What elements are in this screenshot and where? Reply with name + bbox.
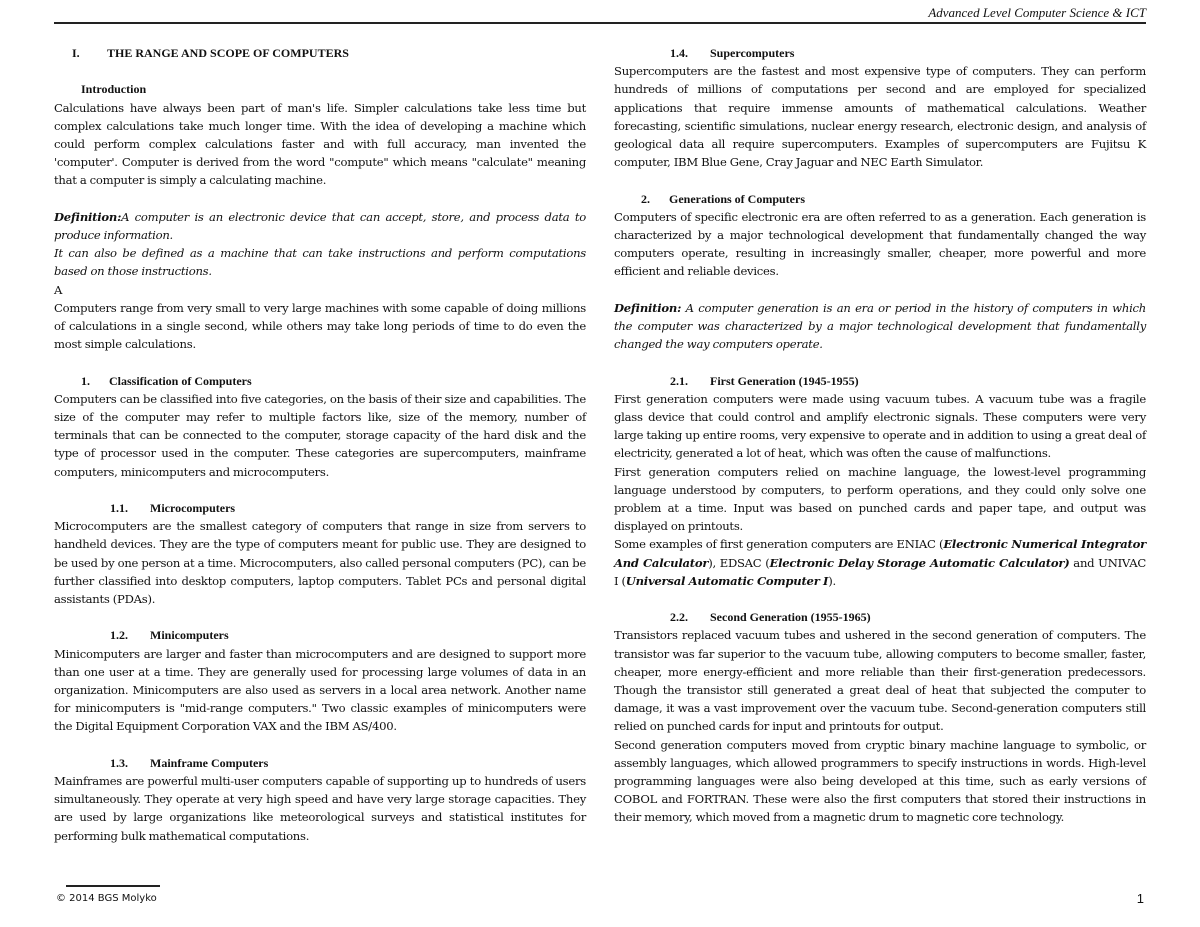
section-heading-generations: 2. Generations of Computers bbox=[641, 191, 805, 206]
section-heading-classification: 1. Classification of Computers bbox=[81, 373, 252, 388]
section-heading-supercomputers: 1.4. Supercomputers bbox=[670, 46, 795, 60]
range-paragraph: Computers range from very small to very large machines with some capable of doing millions of calculations in a single second, while others may take long periods of time to do even the most simple calculations. bbox=[54, 300, 586, 352]
generations-paragraph: Computers of specific electronic era are often referred to as a generation. Each generation is characterized by a major technological development that fundamentally changed the way computers operate, resulting in increasingly smaller, cheaper, more powerful and more efficient and reliable devices. bbox=[614, 209, 1146, 279]
supercomputers-paragraph: Supercomputers are the fastest and most expensive type of computers. They can perform hundreds of millions of computations per second and are employed for specialized applications that require immense amounts of mathematical calculations. Weather forecasting, scientific simulations, nuclear energy research, electronic design, and analysis of geological data all require supercomputers. Examples of supercomputers are Fujitsu K computer, IBM Blue Gene, Cray Jaguar and NEC Earth Simulator. bbox=[614, 64, 1146, 170]
microcomputers-paragraph: Microcomputers are the smallest category of computers that range in size from servers to handheld devices. They are the type of computers meant for public use. They are designed to be used by one person at a time. Microcomputers, also called personal computers (PC), can be further classified into desktop computers, laptop computers. Tablet PCs and personal digital assistants (PDAs). bbox=[54, 519, 586, 607]
section-heading-first-generation: 2.1. First Generation (1945-1955) bbox=[670, 373, 859, 388]
right-column bbox=[614, 44, 1146, 827]
footer-rule bbox=[66, 885, 160, 887]
classification-paragraph: Computers can be classified into five categories, on the basis of their size and capabilities. The size of the computer may refer to multiple factors like, size of the memory, number of terminals that can be connected to the computer, storage capacity of the hard disk and the type of processor used in the computer. These categories are supercomputers, mainframe computers, minicomputers and microcomputers. bbox=[54, 391, 586, 479]
mainframe-paragraph: Mainframes are powerful multi-user computers capable of supporting up to hundreds of users simultaneously. They operate at very high speed and have very large storage capacities. They are used by large organizations like meteorological surveys and statistical institutes for performing bulk mathematical computations. bbox=[54, 774, 586, 843]
section-heading-second-generation: 2.2. Second Generation (1955-1965) bbox=[670, 610, 871, 625]
second-generation-paragraph-2: Second generation computers moved from cryptic binary machine language to symbolic, or assembly languages, which allowed programmers to specify instructions in words. High-level programming languages were also being developed at this time, such as early versions of COBOL and FORTRAN. These were also the first computers that stored their instructions in their memory, which moved from a magnetic drum to magnetic core technology. bbox=[614, 737, 1146, 825]
first-generation-paragraph-2: First generation computers relied on machine language, the lowest-level programming language understood by computers, to perform operations, and they could only solve one problem at a time. Input was based on punched cards and paper tape, and output was displayed on printouts. bbox=[614, 464, 1146, 534]
stray-letter: A bbox=[54, 282, 63, 297]
definition-paragraph-2: It can also be defined as a machine that can take instructions and perform computations based on those instructions. bbox=[54, 246, 586, 279]
first-generation-examples: Some examples of first generation computers are ENIAC (Electronic Numerical Integrator And Calculator), EDSAC (Electronic Delay Storage Automatic Calculator) and UNIVAC I (Universal Automatic Computer I). bbox=[614, 537, 1147, 588]
minicomputers-paragraph: Minicomputers are larger and faster than microcomputers and are designed to support more than one user at a time. They are generally used for processing large volumes of data in an organization. Minicomputers are also used as servers in a local area network. Another name for minicomputers is "mid-range computers." Two classic examples of minicomputers were the Digital Equipment Corporation VAX and the IBM AS/400. bbox=[54, 646, 586, 734]
main-heading: I. THE RANGE AND SCOPE OF COMPUTERS bbox=[72, 46, 349, 60]
left-column bbox=[54, 44, 586, 845]
definition-paragraph: Definition:A computer is an electronic device that can accept, store, and process data to produce information. bbox=[54, 209, 586, 242]
section-heading-microcomputers: 1.1. Microcomputers bbox=[110, 501, 236, 516]
second-generation-paragraph-1: Transistors replaced vacuum tubes and ushered in the second generation of computers. The transistor was far superior to the vacuum tube, allowing computers to become smaller, faster, cheaper, more energy-efficient and more reliable than their first-generation predecessors. Though the transistor still generated a great deal of heat that subjected the computer to damage, it was a vast improvement over the vacuum tube. Second-generation computers still relied on punched cards for input and printouts for output. bbox=[614, 628, 1146, 734]
intro-paragraph: Calculations have always been part of man's life. Simpler calculations take less time but complex calculations take much longer time. With the idea of developing a machine which could perform complex calculations faster and with full accuracy, man invented the 'computer'. Computer is derived from the word "compute" which means "calculate" meaning that a computer is simply a calculating machine. bbox=[54, 100, 586, 188]
header-title: Advanced Level Computer Science & ICT bbox=[928, 5, 1146, 20]
page-number: 1 bbox=[1136, 891, 1144, 906]
intro-heading: Introduction bbox=[81, 82, 147, 97]
footer-copyright: © 2014 BGS Molyko bbox=[56, 893, 157, 904]
page-header bbox=[54, 4, 1146, 24]
generation-definition: Definition: A computer generation is an era or period in the history of computers in which the computer was characterized by a major technological development that fundamentally changed the way computers operate. bbox=[614, 300, 1146, 352]
section-heading-mainframe: 1.3. Mainframe Computers bbox=[110, 755, 269, 770]
first-generation-paragraph-1: First generation computers were made using vacuum tubes. A vacuum tube was a fragile glass device that could control and amplify electronic signals. These computers were very large taking up entire rooms, very expensive to operate and in addition to using a great deal of electricity, generated a lot of heat, which was often the cause of malfunctions. bbox=[614, 391, 1146, 461]
section-heading-minicomputers: 1.2. Minicomputers bbox=[110, 628, 229, 643]
